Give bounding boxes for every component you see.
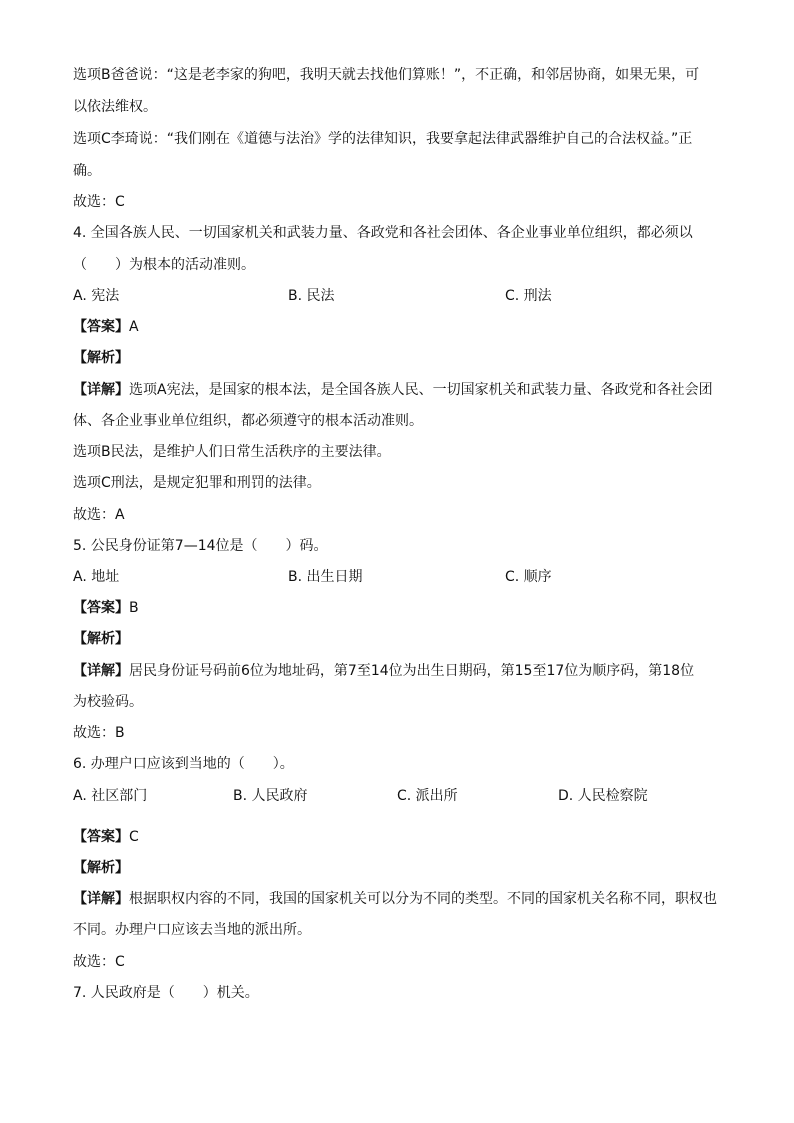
option-b: B. 出生日期	[288, 569, 363, 585]
answer-value: A	[129, 319, 139, 335]
text-line: 以依法维权。	[73, 99, 157, 115]
answer-tag: 【答案】	[73, 319, 129, 335]
detail-line: 【详解】根据职权内容的不同，我国的国家机关可以分为不同的类型。不同的国家机关名称不同，职权也	[73, 891, 717, 907]
answer-line	[73, 318, 139, 338]
text-line: 选项B爸爸说：“这是老李家的狗吧，我明天就去找他们算账！”，不正确，和邻居协商，如果无果，可	[73, 67, 700, 83]
detail-line: 【详解】选项A宪法，是国家的根本法，是全国各族人民、一切国家机关和武装力量、各政党和各社会团	[73, 382, 713, 398]
detail-tag: 【详解】	[73, 382, 129, 398]
answer-choice: 故选：A	[73, 507, 125, 523]
answer-choice: 故选：C	[73, 194, 125, 210]
analysis-tag: 【解析】	[73, 350, 129, 366]
answer-value: C	[129, 829, 139, 845]
answer-line	[73, 599, 139, 619]
detail-line: 不同。办理户口应该去当地的派出所。	[73, 922, 311, 938]
detail-tag: 【详解】	[73, 891, 129, 907]
option-c: C. 刑法	[505, 288, 552, 304]
option-c: C. 派出所	[397, 788, 458, 804]
text-line: 确。	[73, 163, 101, 179]
option-a: A. 地址	[73, 569, 120, 585]
answer-tag: 【答案】	[73, 600, 129, 616]
question-stem: 4. 全国各族人民、一切国家机关和武装力量、各政党和各社会团体、各企业事业单位组织，都必须以	[73, 225, 693, 241]
option-d: D. 人民检察院	[558, 788, 648, 804]
analysis-tag: 【解析】	[73, 631, 129, 647]
answer-choice: 故选：B	[73, 725, 125, 741]
question-stem: 7. 人民政府是（ ）机关。	[73, 985, 259, 1001]
detail-line: 【详解】居民身份证号码前6位为地址码，第7至14位为出生日期码，第15至17位为顺序码，第18位	[73, 663, 695, 679]
option-b: B. 民法	[288, 288, 335, 304]
option-c: C. 顺序	[505, 569, 552, 585]
question-stem: 6. 办理户口应该到当地的（ ）。	[73, 756, 294, 772]
detail-line: 体、各企业事业单位组织，都必须遵守的根本活动准则。	[73, 413, 423, 429]
option-b: B. 人民政府	[233, 788, 308, 804]
question-stem: 5. 公民身份证第7—14位是（ ）码。	[73, 538, 328, 554]
answer-choice: 故选：C	[73, 954, 125, 970]
detail-tag: 【详解】	[73, 663, 129, 679]
detail-line: 选项B民法，是维护人们日常生活秩序的主要法律。	[73, 444, 391, 460]
text-line: 选项C李琦说：“我们刚在《道德与法治》学的法律知识，我要拿起法律武器维护自己的合法权益。”正	[73, 131, 693, 147]
analysis-tag: 【解析】	[73, 860, 129, 876]
answer-value: B	[129, 600, 139, 616]
detail-line: 选项C刑法，是规定犯罪和刑罚的法律。	[73, 475, 321, 491]
question-stem: （ ）为根本的活动准则。	[73, 257, 255, 273]
answer-line	[73, 828, 139, 848]
option-a: A. 宪法	[73, 288, 120, 304]
answer-tag: 【答案】	[73, 829, 129, 845]
detail-line: 为校验码。	[73, 694, 143, 710]
option-a: A. 社区部门	[73, 788, 148, 804]
